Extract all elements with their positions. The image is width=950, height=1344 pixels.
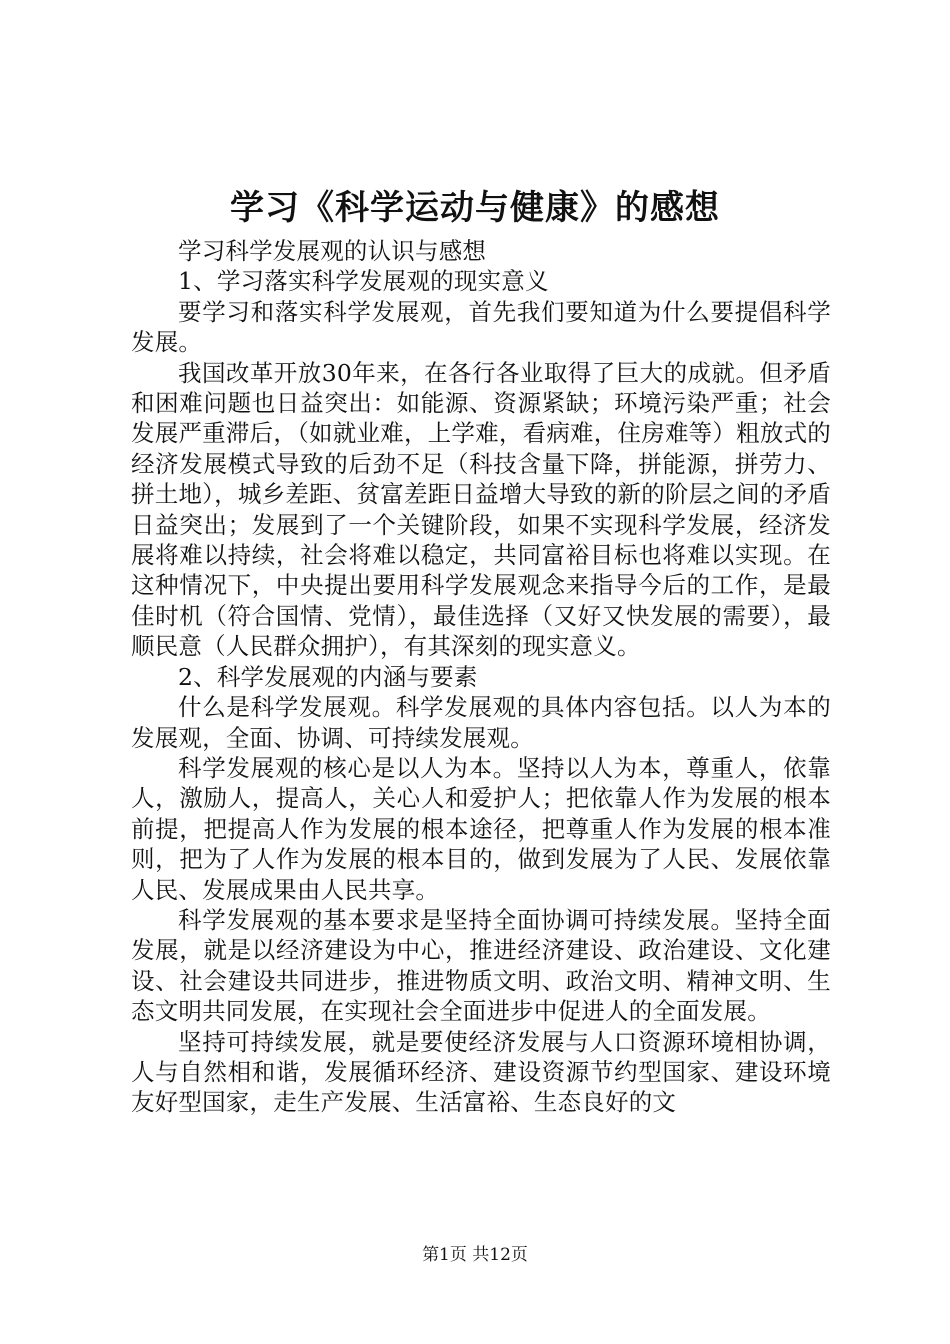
paragraph: 要学习和落实科学发展观，首先我们要知道为什么要提倡科学发展。 bbox=[131, 297, 831, 357]
paragraph-heading-2: 2、科学发展观的内涵与要素 bbox=[178, 662, 478, 691]
paragraph: 科学发展观的基本要求是坚持全面协调可持续发展。坚持全面发展，就是以经济建设为中心，推进经济建设、政治建设、文化建设、社会建设共同进步，推进物质文明、政治文明、精神文明、生态文明共同发展，在实现社会全面进步中促进人的全面发展。 bbox=[131, 905, 831, 1026]
page-number-footer: 第1页 共12页 bbox=[422, 1245, 528, 1265]
paragraph: 科学发展观的核心是以人为本。坚持以人为本，尊重人，依靠人，激励人，提高人，关心人和爱护人；把依靠人作为发展的根本前提，把提高人作为发展的根本途径，把尊重人作为发展的根本准则，把为了人作为发展的根本目的，做到发展为了人民、发展依靠人民、发展成果由人民共享。 bbox=[131, 753, 831, 904]
paragraph: 什么是科学发展观。科学发展观的具体内容包括。以人为本的发展观，全面、协调、可持续发展观。 bbox=[131, 693, 831, 752]
document-title: 学习《科学运动与健康》的感想 bbox=[230, 188, 720, 228]
document-body bbox=[131, 236, 831, 1118]
paragraph-heading-1: 1、学习落实科学发展观的现实意义 bbox=[178, 267, 549, 296]
paragraph: 我国改革开放30年来，在各行各业取得了巨大的成就。但矛盾和困难问题也日益突出：如能源、资源紧缺；环境污染严重；社会发展严重滞后，（如就业难，上学难，看病难，住房难等）粗放式的经济发展模式导致的后劲不足（科技含量下降，拼能源，拼劳力、拼土地），城乡差距、贫富差距日益增大导致的新的阶层之间的矛盾日益突出；发展到了一个关键阶段，如果不实现科学发展，经济发展将难以持续，社会将难以稳定，共同富裕目标也将难以实现。在这种情况下，中央提出要用科学发展观念来指导今后的工作，是最佳时机（符合国情、党情），最佳选择（又好又快发展的需要），最顺民意（人民群众拥护），有其深刻的现实意义。 bbox=[131, 358, 831, 661]
paragraph-subtitle: 学习科学发展观的认识与感想 bbox=[178, 237, 487, 265]
paragraph: 坚持可持续发展，就是要使经济发展与人口资源环境相协调，人与自然相和谐，发展循环经济、建设资源节约型国家、建设环境友好型国家，走生产发展、生活富裕、生态良好的文 bbox=[131, 1027, 831, 1117]
